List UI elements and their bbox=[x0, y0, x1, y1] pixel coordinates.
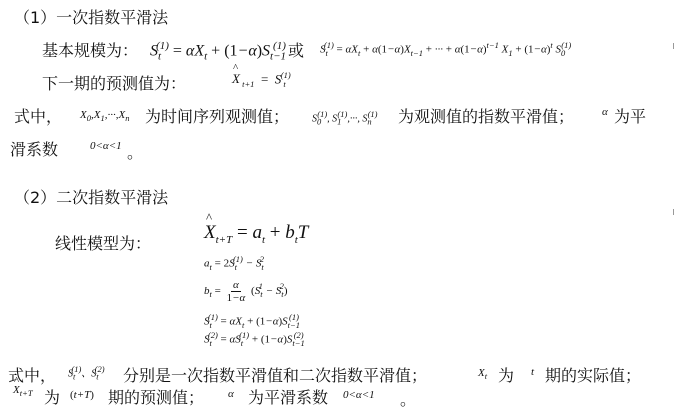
eq-b: $b_t$ = $\frac{\alpha}{1-\alpha}$ $(S_t^1 - S_t^2)$ bbox=[204, 279, 288, 304]
s2-desc2-mid2: 期的预测值； bbox=[108, 388, 205, 407]
s2-range: 0<α<1 bbox=[343, 389, 375, 401]
s1-s-series: $S_0^{(1)}$, $S_1^{(1)},\cdot\cdot\cdot$, $S_n^{(1)}$ bbox=[312, 109, 378, 127]
s2-desc-mid2: 为 bbox=[498, 366, 515, 385]
eq-s2: $S_t^{(2)} = \alpha S_t^{(1)} + (1-\alpha)S_{t-1}^{(2)}$ bbox=[204, 330, 305, 348]
s2-period: (t+T) bbox=[70, 389, 94, 401]
linear-model-formula: ^ $X_{t+T} = a_t + b_tT$ bbox=[204, 222, 308, 246]
edge-mark bbox=[673, 43, 674, 49]
s1-desc-end: 。 bbox=[127, 143, 144, 162]
basic-model-label: 基本规模为： bbox=[42, 41, 139, 60]
s1-desc-mid1: 为时间序列观测值； bbox=[145, 107, 290, 126]
forecast-label: 下一期的预测值为： bbox=[42, 74, 187, 93]
edge-mark bbox=[673, 209, 674, 215]
s1-alpha: α bbox=[602, 106, 608, 118]
eq-a: $a_t = 2S_t^{(1)} - S_t^2$ bbox=[204, 254, 264, 272]
linear-model-label: 线性模型为： bbox=[55, 234, 152, 253]
s1-desc-mid2: 为观测值的指数平滑值； bbox=[398, 107, 575, 126]
s2-desc-prefix: 式中， bbox=[8, 366, 57, 385]
section2-heading: （2）二次指数平滑法 bbox=[14, 188, 169, 207]
s1-desc-line2: 滑系数 bbox=[10, 140, 59, 159]
eq-s1: $S_t^{(1)} = \alpha X_t + (1-\alpha)S_{t-1}^{(1)}$ bbox=[204, 312, 301, 330]
s2-desc2-end: 。 bbox=[400, 390, 417, 409]
basic-formula-a: $S_t^{(1)} = \alpha X_t + (1-\alpha)S_{t-1}^{(1)}$ bbox=[150, 40, 287, 63]
s1-desc-prefix: 式中， bbox=[14, 107, 63, 126]
s2-desc2-mid1: 为 bbox=[44, 388, 61, 407]
s2-xt: $X_t$ bbox=[478, 367, 488, 382]
s2-xhat: ^ $X_{t+T}$ bbox=[13, 384, 33, 398]
s2-t: t bbox=[531, 366, 535, 378]
s2-desc2-mid3: 为平滑系数 bbox=[248, 388, 329, 407]
or-word: 或 bbox=[288, 41, 305, 60]
s1-desc-mid3: 为平 bbox=[614, 107, 647, 126]
s1-range: 0<α<1 bbox=[90, 140, 122, 152]
s2-desc-mid1: 分别是一次指数平滑值和二次指数平滑值； bbox=[123, 366, 428, 385]
s2-s-values: $S_t^{(1)}$、$S_t^{(2)}$ bbox=[68, 364, 105, 382]
s2-alpha: α bbox=[228, 388, 234, 400]
s2-desc-mid3: 期的实际值； bbox=[545, 366, 642, 385]
forecast-formula: ^ X $_{t+1}$ = S $_t^{(1)}$ bbox=[232, 70, 291, 89]
s1-x-series: $X_0,X_1,\cdot\cdot\cdot,X_n$ bbox=[80, 109, 130, 124]
section1-heading: （1）一次指数平滑法 bbox=[14, 8, 169, 27]
basic-formula-b: $S_t^{(1)} = \alpha X_t + \alpha(1-\alpha)X_{t-1}$ + ··· + $\alpha(1-\alpha)^{t-1}$ $X_1 + (1-\alpha)^t$ $S_0^{(1)}$ bbox=[320, 40, 572, 58]
